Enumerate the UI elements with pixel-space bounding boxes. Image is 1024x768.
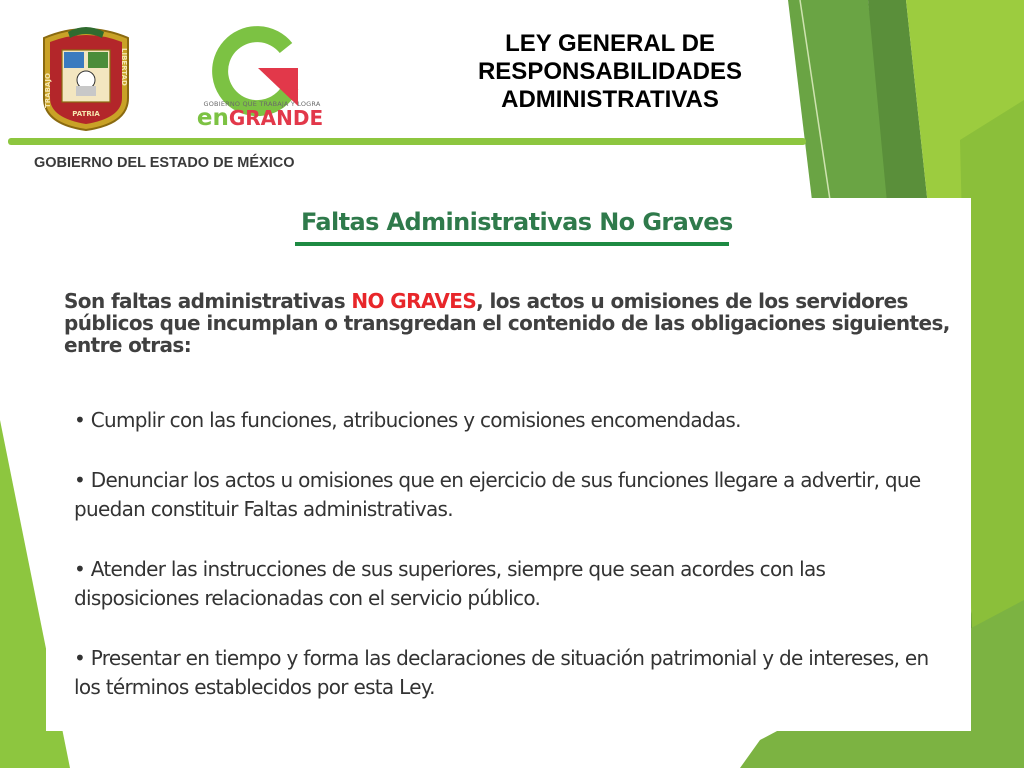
- svg-text:TRABAJO: [44, 73, 52, 108]
- content-panel: [46, 198, 971, 731]
- intro-suffix: , los actos u omisiones de los servidores públicos que incumplan o transgredan el contenido de las obligaciones siguientes, entre otras:: [64, 289, 950, 357]
- intro-paragraph: [64, 290, 964, 356]
- logo-brand-grande: GRANDE: [228, 106, 324, 130]
- logo-brand: [190, 104, 330, 132]
- header-title-line-2: RESPONSABILIDADES: [477, 58, 743, 85]
- intro-prefix: Son faltas administrativas: [64, 289, 352, 313]
- list-item: • Presentar en tiempo y forma las declaraciones de situación patrimonial y de intereses, en los términos establecidos por esta Ley.: [74, 646, 929, 699]
- list-item: • Cumplir con las funciones, atribuciones y comisiones encomendadas.: [74, 408, 741, 432]
- seal-left-text: TRABAJO: [44, 73, 52, 108]
- header-title-line-3: ADMINISTRATIVAS: [501, 86, 719, 113]
- header-title-line-1: LEY GENERAL DE: [505, 30, 715, 57]
- svg-text:LIBERTAD: [120, 48, 128, 86]
- section-title-underline: [295, 242, 729, 246]
- section-title: Faltas Administrativas No Graves: [301, 208, 733, 236]
- seal-right-text: LIBERTAD: [120, 48, 128, 86]
- header-title: [440, 30, 780, 114]
- header-divider: [8, 138, 806, 145]
- seal-bottom-text: PATRIA: [72, 110, 100, 118]
- government-name: GOBIERNO DEL ESTADO DE MÉXICO: [34, 155, 295, 171]
- intro-highlight: NO GRAVES: [351, 289, 477, 313]
- obligations-list: [74, 406, 954, 733]
- logo-tagline: GOBIERNO QUE TRABAJA Y LOGRA: [203, 100, 321, 108]
- list-item: • Denunciar los actos u omisiones que en ejercicio de sus funciones llegare a advertir, que puedan constituir Faltas administrativas.: [74, 468, 921, 521]
- list-item: • Atender las instrucciones de sus superiores, siempre que sean acordes con las disposiciones relacionadas con el servicio público.: [74, 557, 826, 610]
- logo-brand-en: en: [196, 105, 229, 131]
- state-seal-logo: [36, 20, 136, 132]
